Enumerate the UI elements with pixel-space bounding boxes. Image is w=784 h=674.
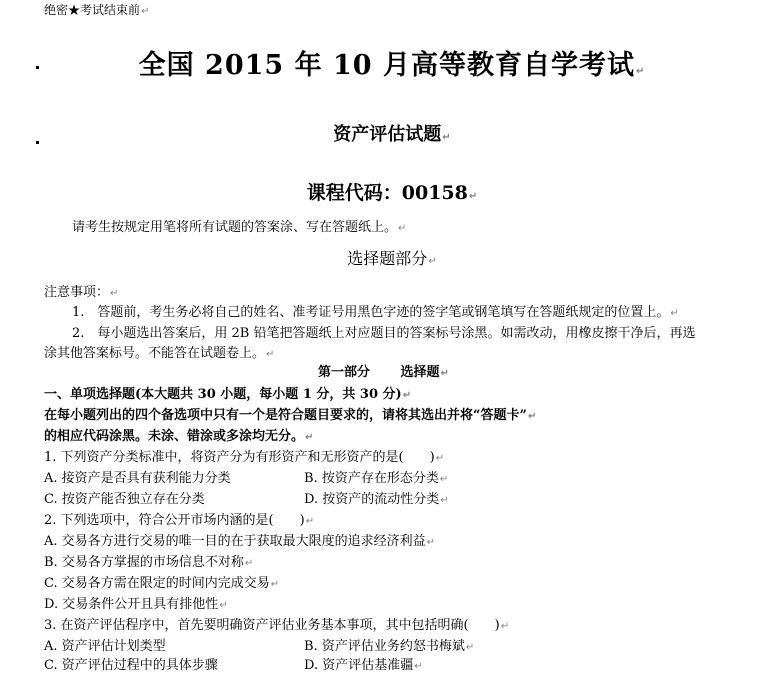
question-2-option-b: B. 交易各方掌握的市场信息不对称↵ bbox=[44, 555, 254, 570]
question-2-stem: 2. 下列选项中，符合公开市场内涵的是( )↵ bbox=[44, 513, 315, 528]
rule-text-line1: 在每小题列出的四个备选项中只有一个是符合题目要求的，请将其选出并将“答题卡”↵ bbox=[44, 408, 537, 423]
question-1-option-b: B. 按资产存在形态分类↵ bbox=[304, 471, 449, 486]
question-3-option-d: D. 资产评估基准疆↵ bbox=[304, 658, 423, 673]
question-1-option-a: A. 接资产是否具有获利能力分类 bbox=[44, 471, 231, 486]
question-3-option-a: A. 资产评估计划类型 bbox=[44, 639, 166, 654]
notice-label: 注意事项：↵ bbox=[44, 285, 119, 300]
question-3-option-c: C. 资产评估过程中的具体步骤 bbox=[44, 658, 218, 673]
notice-item-2-line1: 2. 每小题选出答案后，用 2B 铅笔把答题纸上对应题目的答案标号涂黑。如需改动，用橡皮擦干净后，再选 bbox=[72, 326, 696, 341]
question-2-option-c: C. 交易各方需在限定的时间内完成交易↵ bbox=[44, 576, 280, 591]
question-1-option-c: C. 按资产能否独立存在分类 bbox=[44, 492, 205, 507]
part-heading: 一、单项选择题(本大题共 30 小题，每小题 1 分，共 30 分)↵ bbox=[44, 387, 412, 402]
subject-title: 资产评估试题↵ bbox=[333, 124, 451, 145]
section-heading: 选择题部分↵ bbox=[347, 249, 437, 268]
notice-item-1: 1. 答题前，考生务必将自己的姓名、准考证号用黑色字迹的签字笔或钢笔填写在答题纸规定的位置上。↵ bbox=[72, 305, 679, 320]
instruction-text: 请考生按规定用笔将所有试题的答案涂、写在答题纸上。↵ bbox=[72, 220, 407, 235]
part-title: 第一部分 选择题↵ bbox=[318, 365, 449, 380]
question-1-stem: 1. 下列资产分类标准中，将资产分为有形资产和无形资产的是( )↵ bbox=[44, 450, 445, 465]
exam-title: 全国 2015 年 10 月高等教育自学考试↵ bbox=[138, 50, 646, 81]
question-3-stem: 3. 在资产评估程序中，首先要明确资产评估业务基本事项，其中包括明确( )↵ bbox=[44, 618, 510, 633]
question-2-option-a: A. 交易各方进行交易的唯一目的在于获取最大限度的追求经济利益↵ bbox=[44, 534, 436, 549]
course-code: 课程代码：00158↵ bbox=[306, 182, 478, 204]
notice-item-2-line2: 涂其他答案标号。不能答在试题卷上。↵ bbox=[44, 346, 275, 361]
confidential-label: 绝密★考试结束前↵ bbox=[44, 3, 150, 17]
question-1-option-d: D. 按资产的流动性分类↵ bbox=[304, 492, 449, 507]
question-3-option-b: B. 资产评估业务约怒书梅斌↵ bbox=[304, 639, 475, 654]
question-2-option-d: D. 交易条件公开且具有排他性↵ bbox=[44, 597, 228, 612]
rule-text-line2: 的相应代码涂黑。未涂、错涂或多涂均无分。↵ bbox=[44, 429, 314, 444]
